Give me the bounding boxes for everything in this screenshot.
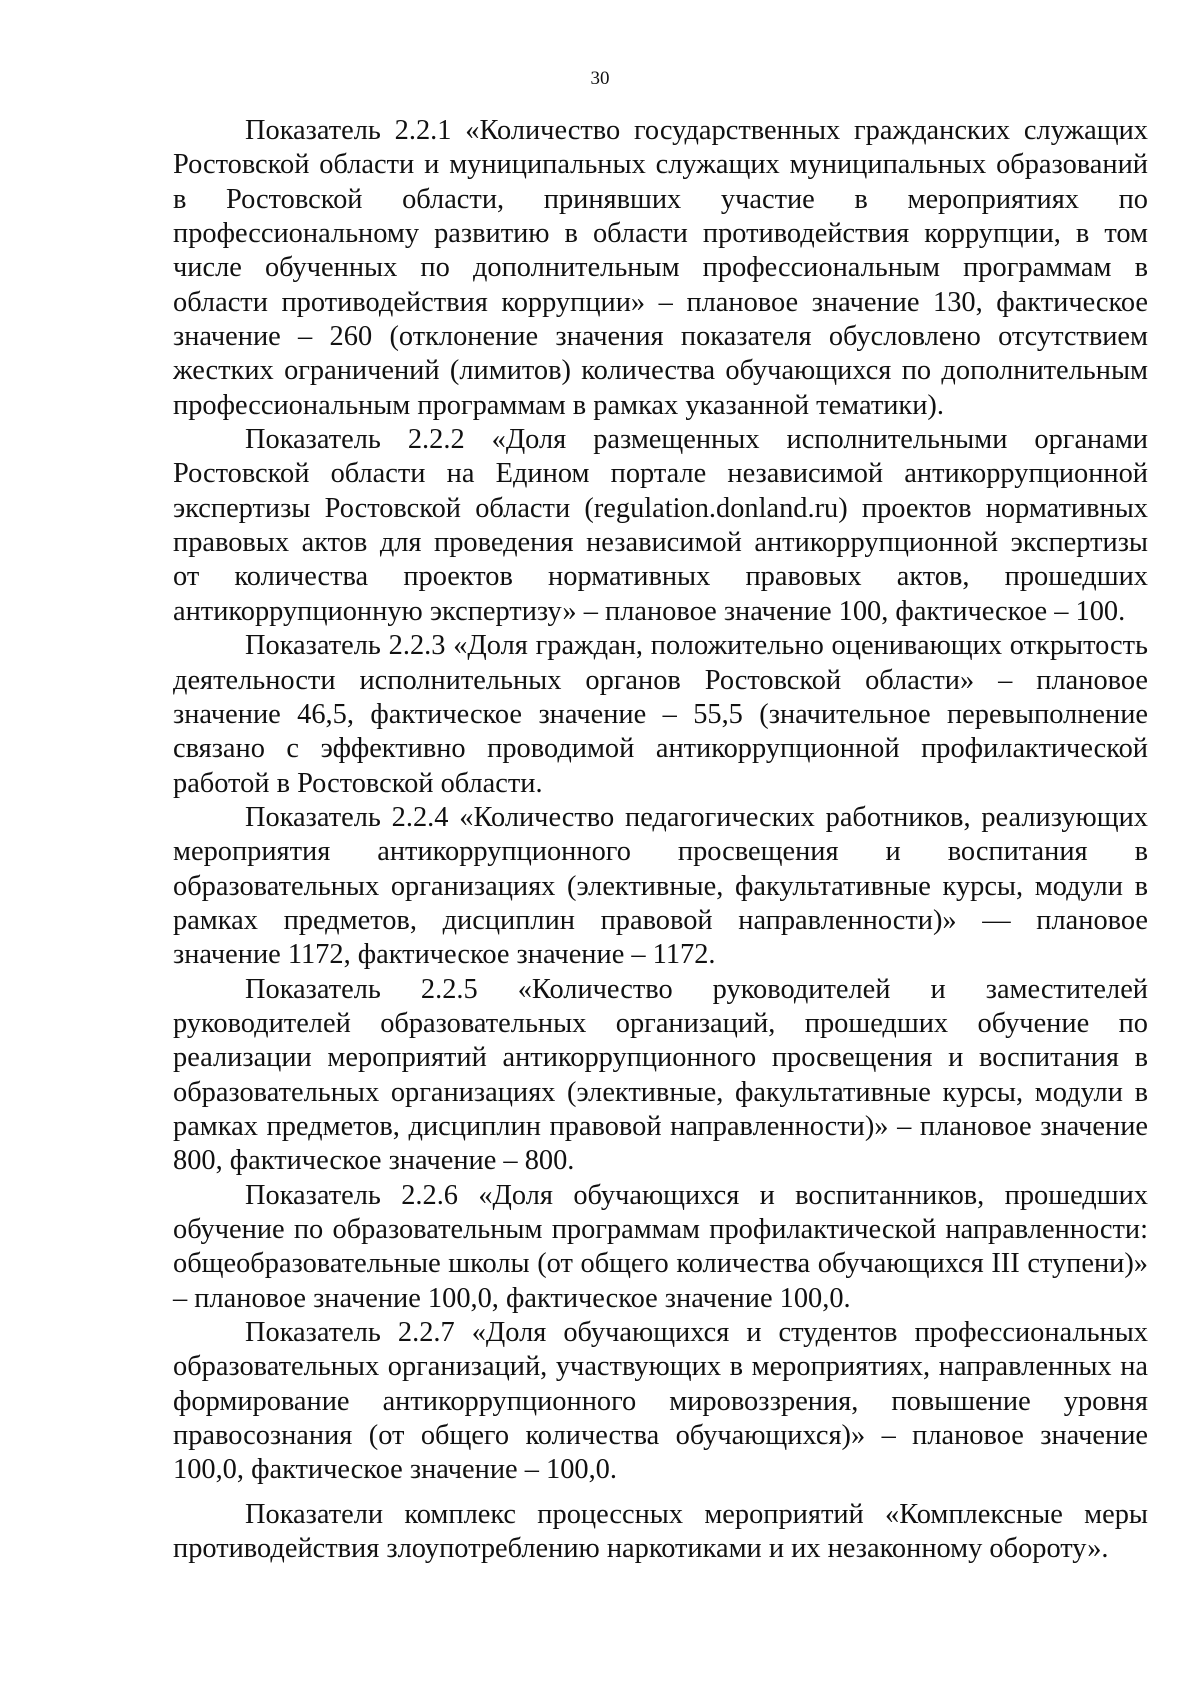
paragraph-indicator-2-2-6: Показатель 2.2.6 «Доля обучающихся и воспитанников, прошедших обучение по образовательным программам профилактической направленности: общеобразовательные школы (от общего количества обучающихся III ступени)» – плановое значение 100,0, фактическое значение 100,0. xyxy=(173,1179,1148,1314)
document-body xyxy=(173,114,1148,1566)
paragraph-indicator-2-2-7: Показатель 2.2.7 «Доля обучающихся и студентов профессиональных образовательных организаций, участвующих в мероприятиях, направленных на формирование антикоррупционного мировоззрения, повышение уровня правосознания (от общего количества обучающихся)» – плановое значение 100,0, фактическое значение – 100,0. xyxy=(173,1317,1148,1486)
paragraph-indicator-2-2-5: Показатель 2.2.5 «Количество руководителей и заместителей руководителей образовательных организаций, прошедших обучение по реализации мероприятий антикоррупционного просвещения и воспитания в образовательных организациях (элективные, факультативные курсы, модули в рамках предметов, дисциплин правовой направленности)» – плановое значение 800, фактическое значение – 800. xyxy=(173,973,1148,1177)
paragraph-indicator-2-2-4: Показатель 2.2.4 «Количество педагогических работников, реализующих мероприятия антикоррупционного просвещения и воспитания в образовательных организациях (элективные, факультативные курсы, модули в рамках предметов, дисциплин правовой направленности)» — плановое значение 1172, фактическое значение – 1172. xyxy=(173,801,1148,971)
paragraph-indicator-2-2-1: Показатель 2.2.1 «Количество государственных гражданских служащих Ростовской области и муниципальных служащих муниципальных образований в Ростовской области, принявших участие в мероприятиях по профессиональному развитию в области противодействия коррупции, в том числе обученных по дополнительным профессиональным программам в области противодействия коррупции» – плановое значение 130, фактическое значение – 260 (отклонение значения показателя обусловлено отсутствием жестких ограничений (лимитов) количества обучающихся по дополнительным профессиональным программам в рамках указанной тематики). xyxy=(173,115,1148,421)
paragraph-process-measures-heading: Показатели комплекс процессных мероприятий «Комплексные меры противодействия злоупотреблению наркотиками и их незаконному обороту». xyxy=(173,1498,1148,1565)
page-number: 30 xyxy=(590,68,610,89)
paragraph-indicator-2-2-2: Показатель 2.2.2 «Доля размещенных исполнительными органами Ростовской области на Едином портале независимой антикоррупционной экспертизы Ростовской области (regulation.donland.ru) проектов нормативных правовых актов для проведения независимой антикоррупционной экспертизы от количества проектов нормативных правовых актов, прошедших антикоррупционную экспертизу» – плановое значение 100, фактическое – 100. xyxy=(173,424,1148,627)
paragraph-indicator-2-2-3: Показатель 2.2.3 «Доля граждан, положительно оценивающих открытость деятельности исполнительных органов Ростовской области» – плановое значение 46,5, фактическое значение – 55,5 (значительное перевыполнение связано с эффективно проводимой антикоррупционной профилактической работой в Ростовской области. xyxy=(173,630,1148,799)
